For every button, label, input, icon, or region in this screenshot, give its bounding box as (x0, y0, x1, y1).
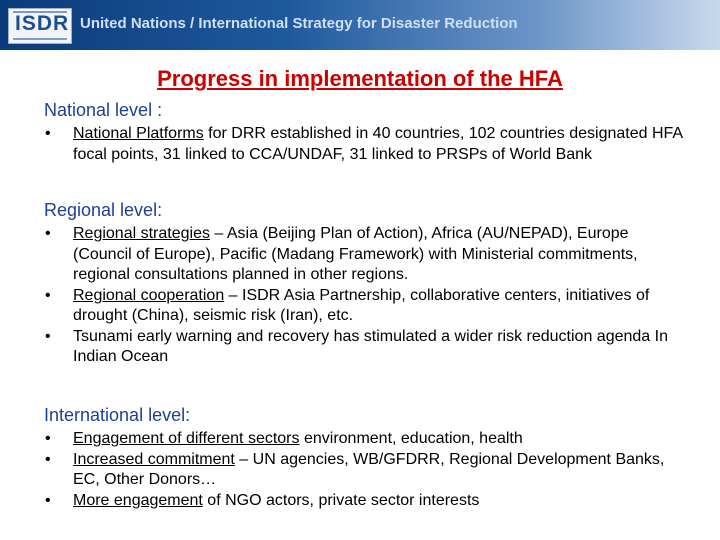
slide-title: Progress in implementation of the HFA (157, 66, 563, 91)
item-text: – UN agencies, WB/GFDRR, Regional Development Banks, EC, Other Donors… (73, 450, 665, 488)
item-text: – ISDR Asia Partnership, collaborative centers, initiatives of drought (China), seismic risk (Iran), etc. (73, 286, 650, 324)
list-item (44, 429, 684, 450)
item-lead: National Platforms (73, 125, 204, 142)
item-lead: Regional strategies (73, 225, 210, 242)
section-heading: National level : (44, 100, 163, 120)
bullet-list (44, 124, 684, 165)
bullet-list (44, 429, 684, 511)
bullet-icon: • (45, 125, 51, 142)
item-lead: Regional cooperation (73, 286, 225, 304)
item-lead: Engagement of different sectors (73, 430, 300, 447)
item-text: – Asia (Beijing Plan of Action), Africa (AU/NEPAD), Europe (Council of Europe), Pacific (Madang Framework) with Ministerial commitments, regional consultations planned in other regions. (73, 225, 638, 283)
item-text: for DRR established in 40 countries, 102 countries designated HFA focal points, 31 linked to CCA/UNDAF, 31 linked to PRSPs of World Bank (73, 125, 683, 163)
header-banner (0, 0, 720, 50)
national-level-section (44, 100, 684, 165)
regional-level-section (44, 200, 684, 368)
bullet-icon: • (45, 491, 51, 509)
list-item (44, 124, 684, 165)
bullet-icon: • (45, 430, 51, 447)
bullet-list (44, 224, 684, 368)
bullet-icon: • (45, 225, 51, 242)
item-lead: More engagement (73, 491, 203, 509)
list-item (44, 491, 684, 512)
item-text: of NGO actors, private sector interests (202, 491, 480, 509)
item-text: environment, education, health (299, 430, 523, 447)
list-item (44, 450, 684, 491)
list-item (44, 224, 684, 286)
item-lead: Increased commitment (73, 450, 235, 468)
logo-text: ISDR (15, 12, 70, 35)
international-level-section (44, 405, 684, 511)
bullet-icon: • (45, 327, 51, 345)
item-text: Tsunami early warning and recovery has stimulated a wider risk reduction agenda In Indian Ocean (73, 327, 668, 365)
banner-title: United Nations / International Strategy for Disaster Reduction (80, 15, 518, 32)
section-heading: Regional level: (44, 200, 163, 220)
list-item (44, 286, 684, 327)
section-heading: International level: (44, 405, 191, 425)
logo-line (13, 38, 67, 40)
list-item (44, 327, 684, 368)
bullet-icon: • (45, 286, 51, 304)
bullet-icon: • (45, 450, 51, 468)
isdr-logo (8, 8, 72, 44)
